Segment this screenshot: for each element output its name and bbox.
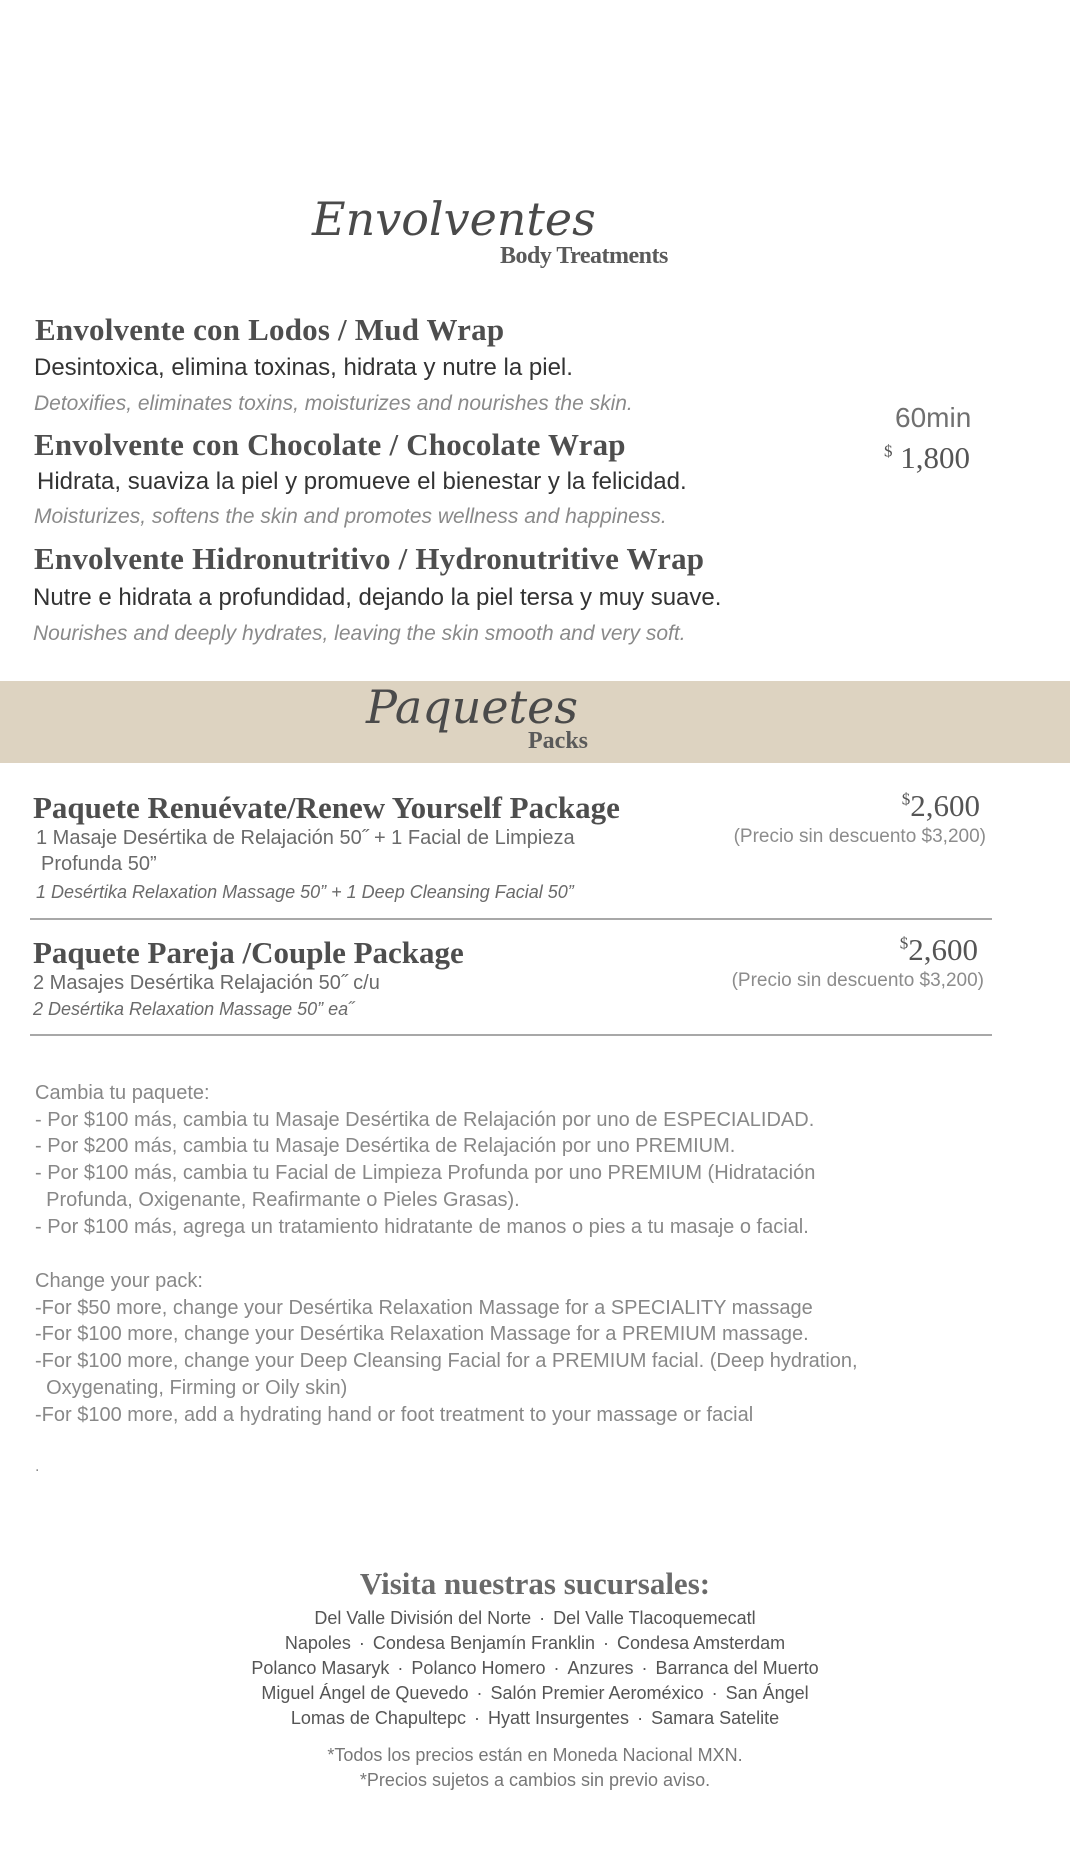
branch-name: Lomas de Chapultepc — [290, 1708, 466, 1728]
branch-separator: · — [358, 1633, 365, 1653]
branch-name: Del Valle División del Norte — [314, 1608, 532, 1628]
footnote: *Todos los precios están en Moneda Nacional MXN. — [327, 1745, 743, 1765]
branch-name: Barranca del Muerto — [655, 1658, 819, 1678]
pack-price-note: (Precio sin descuento $3,200) — [733, 826, 986, 847]
notes-heading: Change your pack: — [35, 1270, 203, 1292]
price-value: 2,600 — [910, 788, 980, 823]
branch-name: Condesa Benjamín Franklin — [372, 1633, 596, 1653]
pack-line: 1 Masaje Desértika de Relajación 50˝ + 1 Facial de Limpieza — [36, 827, 575, 849]
note-line: -For $100 more, add a hydrating hand or foot treatment to your massage or facial — [35, 1404, 754, 1426]
note-line: Oxygenating, Firming or Oily skin) — [35, 1377, 348, 1399]
pack-price-note: (Precio sin descuento $3,200) — [731, 970, 984, 991]
note-line: -For $100 more, change your Deep Cleansing Facial for a PREMIUM facial. (Deep hydration, — [35, 1350, 858, 1372]
branch-separator: · — [637, 1708, 644, 1728]
section-script-title: Envolventes — [312, 192, 596, 246]
branch-list — [0, 1606, 1070, 1731]
branch-name: Del Valle Tlacoquemecatl — [553, 1608, 756, 1628]
branch-name: Samara Satelite — [651, 1708, 780, 1728]
branch-name: Polanco Homero — [411, 1658, 546, 1678]
branch-separator: · — [711, 1683, 718, 1703]
branch-row — [0, 1631, 1070, 1656]
price-value: 2,600 — [908, 932, 978, 967]
pack-line: Profunda 50” — [41, 853, 157, 875]
currency-symbol: $ — [884, 441, 893, 461]
footnote: *Precios sujetos a cambios sin previo aviso. — [359, 1770, 711, 1790]
pack-line-en: 1 Desértika Relaxation Massage 50” + 1 Deep Cleansing Facial 50” — [36, 882, 574, 902]
branch-row — [0, 1706, 1070, 1731]
treatment-desc-es: Nutre e hidrata a profundidad, dejando la piel tersa y muy suave. — [33, 584, 722, 611]
branch-name: Miguel Ángel de Quevedo — [261, 1683, 469, 1703]
branch-name: Condesa Amsterdam — [617, 1633, 786, 1653]
treatment-title: Envolvente con Chocolate / Chocolate Wrap — [34, 427, 626, 462]
treatment-title: Envolvente con Lodos / Mud Wrap — [35, 312, 505, 347]
branch-row — [0, 1656, 1070, 1681]
treatment-desc-es: Hidrata, suaviza la piel y promueve el bienestar y la felicidad. — [37, 468, 687, 495]
duration-label: 60min — [895, 402, 972, 433]
treatment-desc-en: Detoxifies, eliminates toxins, moisturizes and nourishes the skin. — [34, 392, 633, 415]
note-line: - Por $100 más, agrega un tratamiento hidratante de manos o pies a tu masaje o facial. — [35, 1216, 809, 1238]
branch-name: Hyatt Insurgentes — [487, 1708, 630, 1728]
branch-separator: · — [539, 1608, 546, 1628]
divider — [30, 918, 992, 920]
branch-name: Napoles — [284, 1633, 351, 1653]
branch-separator: · — [553, 1658, 560, 1678]
branch-name: Polanco Masaryk — [251, 1658, 390, 1678]
note-line: -For $100 more, change your Desértika Relaxation Massage for a PREMIUM massage. — [35, 1323, 809, 1345]
pack-price — [900, 932, 978, 968]
treatment-desc-es: Desintoxica, elimina toxinas, hidrata y nutre la piel. — [34, 354, 573, 381]
branch-row — [0, 1606, 1070, 1631]
branch-separator: · — [473, 1708, 480, 1728]
divider — [30, 1034, 992, 1036]
branches-heading: Visita nuestras sucursales: — [359, 1566, 711, 1601]
section-subtitle: Body Treatments — [500, 243, 668, 269]
note-line: Profunda, Oxigenante, Reafirmante o Pieles Grasas). — [35, 1189, 520, 1211]
price-value: 1,800 — [900, 440, 970, 475]
section-script-title: Paquetes — [366, 680, 578, 734]
branch-separator: · — [476, 1683, 483, 1703]
treatment-desc-en: Nourishes and deeply hydrates, leaving the skin smooth and very soft. — [33, 622, 686, 645]
treatment-title: Envolvente Hidronutritivo / Hydronutritive Wrap — [34, 541, 705, 576]
treatment-desc-en: Moisturizes, softens the skin and promotes wellness and happiness. — [34, 505, 667, 528]
branch-name: Anzures — [567, 1658, 634, 1678]
branch-name: San Ángel — [725, 1683, 809, 1703]
pack-price — [902, 788, 980, 824]
pack-line: 2 Masajes Desértika Relajación 50˝ c/u — [33, 972, 380, 994]
currency-symbol: $ — [899, 933, 909, 953]
note-line: - Por $200 más, cambia tu Masaje Desértika de Relajación por uno PREMIUM. — [35, 1135, 736, 1157]
currency-symbol: $ — [901, 789, 911, 809]
pack-title: Paquete Renuévate/Renew Yourself Package — [33, 790, 620, 825]
branch-separator: · — [397, 1658, 404, 1678]
stray-dot: . — [35, 1458, 40, 1475]
branch-separator: · — [641, 1658, 648, 1678]
branch-row — [0, 1681, 1070, 1706]
section-subtitle: Packs — [528, 728, 588, 754]
treatment-price — [884, 440, 970, 476]
pack-title: Paquete Pareja /Couple Package — [33, 935, 464, 970]
note-line: - Por $100 más, cambia tu Masaje Desértika de Relajación por uno de ESPECIALIDAD. — [35, 1109, 815, 1131]
note-line: - Por $100 más, cambia tu Facial de Limpieza Profunda por uno PREMIUM (Hidratación — [35, 1162, 816, 1184]
branch-separator: · — [603, 1633, 610, 1653]
pack-line-en: 2 Desértika Relaxation Massage 50” ea˝ — [33, 999, 355, 1019]
note-line: -For $50 more, change your Desértika Relaxation Massage for a SPECIALITY massage — [35, 1297, 813, 1319]
branch-name: Salón Premier Aeroméxico — [490, 1683, 704, 1703]
notes-heading: Cambia tu paquete: — [35, 1082, 210, 1104]
